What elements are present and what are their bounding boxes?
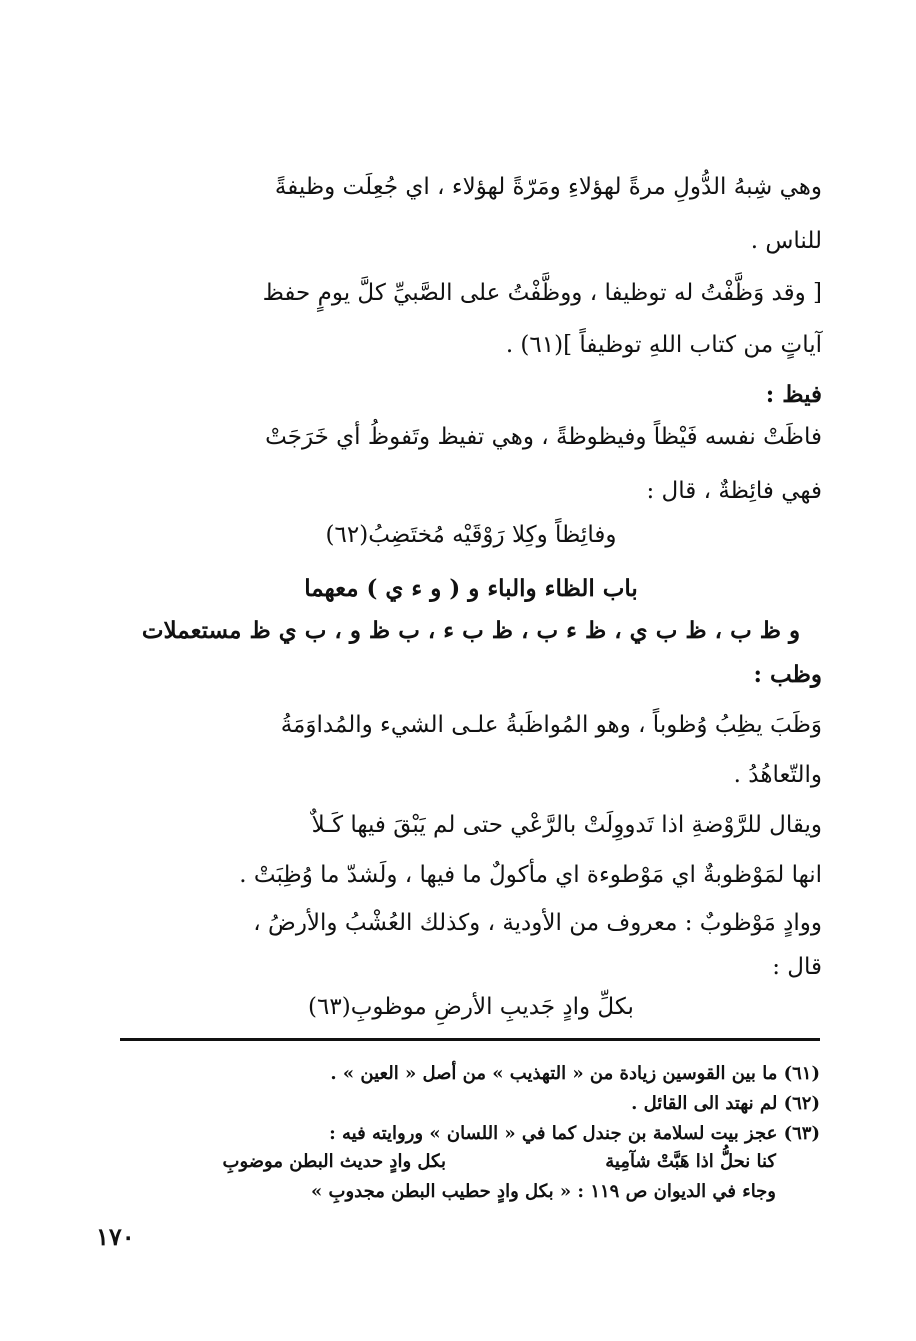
- footnote: (٦١) ما بين القوسين زيادة من « التهذيب » من أصل « العين » .: [330, 1063, 820, 1084]
- text-line: ووادٍ مَوْظوبٌ : معروف من الأودية ، وكذلك العُشْبُ والأرضُ ،: [253, 910, 822, 936]
- verse-line: بكلِّ وادٍ جَديبِ الأرضِ موظوبِ(٦٣): [308, 994, 634, 1020]
- verse-line: وفائِظاً وكِلا رَوْقَيْه مُختَضِبُ(٦٢): [325, 522, 617, 548]
- text-line: وَظَبَ يظِبُ وُظوباً ، وهو المُواظَبةُ علـى الشيء والمُداوَمَةُ: [280, 712, 822, 738]
- text-line: فاظَتْ نفسه فَيْظاً وفيظوظةً ، وهي تفيظ وتَفوظُ أي خَرَجَتْ: [265, 424, 822, 450]
- text-line: [ وقد وَظَّفْتُ له توظيفا ، ووظَّفْتُ على الصَّبيِّ كلَّ يومٍ حفظ: [262, 280, 822, 306]
- text-line: فهي فائِظةٌ ، قال :: [646, 478, 822, 504]
- chapter-heading: باب الظاء والباء و ( و ء ي ) معهما: [304, 575, 638, 602]
- entry-heading: فيظ :: [765, 381, 822, 408]
- text-line: انها لمَوْظوبةٌ اي مَوْطوءة اي مأكولٌ ما فيها ، ولَشدّ ما وُظِبَتْ .: [239, 862, 822, 888]
- footnote-verse-first-half: كنا نحلُّ اذا هَبَّتْ شآمِية: [605, 1151, 776, 1172]
- text-line: وهي شِبهُ الدُّولِ مرةً لهؤلاءِ ومَرّةً لهؤلاء ، اي جُعِلَت وظيفةً: [274, 174, 822, 200]
- text-line: آياتٍ من كتاب اللهِ توظيفاً ](٦١) .: [505, 332, 822, 358]
- text-line: قال :: [772, 954, 822, 980]
- entry-heading: وظب :: [753, 661, 822, 688]
- page-number: ١٧٠: [96, 1222, 135, 1251]
- footnote: وجاء في الديوان ص ١١٩ : « بكل وادٍ حطيب البطن مجدوبِ »: [311, 1181, 776, 1202]
- footnote-verse-second-half: بكل وادٍ حديث البطن موضوبِ: [222, 1151, 446, 1172]
- footnote-divider: [120, 1038, 820, 1041]
- text-line: والتّعاهُدُ .: [733, 762, 822, 788]
- text-line: للناس .: [750, 228, 822, 254]
- text-line: ويقال للرَّوْضةِ اذا تَدووِلَتْ بالرَّعْي حتى لم يَبْقَ فيها كَـلاٌ: [311, 812, 822, 838]
- roots-heading: و ظ ب ، ظ ب ي ، ظ ء ب ، ظ ب ء ، ب ظ و ، ب ي ظ مستعملات: [141, 617, 801, 644]
- footnote: (٦٣) عجز بيت لسلامة بن جندل كما في « اللسان » وروايته فيه :: [329, 1123, 820, 1144]
- footnote: (٦٢) لم نهتد الى القائل .: [631, 1093, 820, 1114]
